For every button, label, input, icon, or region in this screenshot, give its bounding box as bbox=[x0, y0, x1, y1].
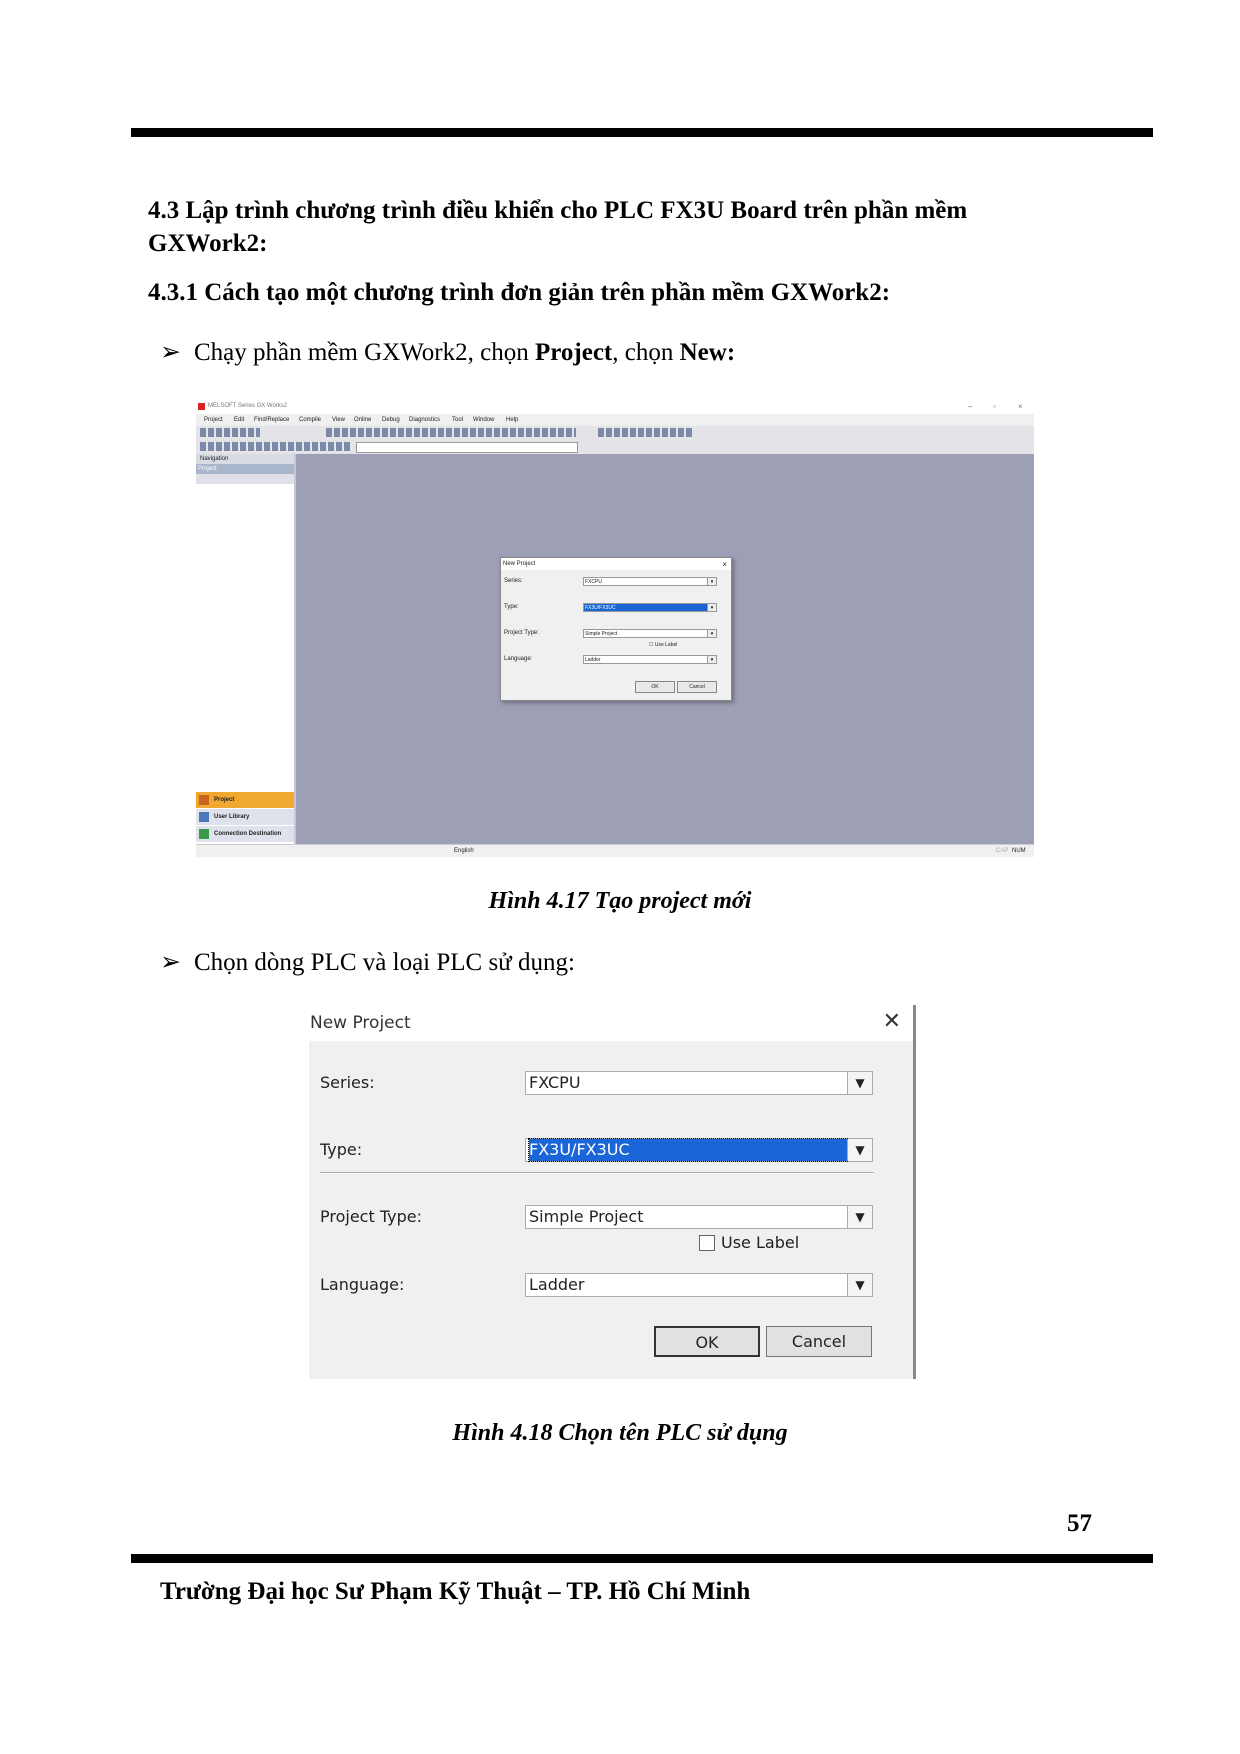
mini-dropdown-icon: ▾ bbox=[707, 630, 716, 637]
use-label-text: Use Label bbox=[721, 1233, 800, 1252]
section-heading-line1: 4.3 Lập trình chương trình điều khiển cho PLC FX3U Board trên phần mềm bbox=[148, 197, 968, 224]
connection-icon bbox=[199, 829, 209, 839]
bullet-1-text: Chạy phần mềm GXWork2, chọn bbox=[194, 339, 535, 366]
nav-item-user-library[interactable]: User Library bbox=[196, 809, 294, 825]
mini-ok-button[interactable]: OK bbox=[635, 681, 675, 693]
divider bbox=[320, 1172, 874, 1174]
page-number: 57 bbox=[1067, 1510, 1092, 1537]
menu-compile[interactable]: Compile bbox=[299, 417, 322, 423]
project-type-select[interactable] bbox=[525, 1205, 873, 1229]
top-rule bbox=[131, 128, 1153, 137]
mini-language-label: Language: bbox=[504, 656, 533, 662]
navigation-project-tab[interactable]: Project bbox=[196, 464, 294, 474]
type-value: FX3U/FX3UC bbox=[529, 1139, 847, 1161]
toolbar-combo[interactable] bbox=[356, 442, 578, 453]
status-caps: CAP bbox=[996, 848, 1009, 854]
mini-project-type-select[interactable]: Simple Project ▾ bbox=[583, 629, 717, 638]
standard-toolbar bbox=[196, 426, 1034, 441]
menu-online[interactable]: Online bbox=[354, 417, 372, 423]
menu-debug[interactable]: Debug bbox=[382, 417, 400, 423]
bullet-2-text: Chọn dòng PLC và loại PLC sử dụng: bbox=[194, 949, 575, 976]
mini-cancel-button[interactable]: Cancel bbox=[677, 681, 717, 693]
status-num: NUM bbox=[1012, 848, 1026, 854]
bullet-2 bbox=[160, 948, 575, 978]
cancel-button[interactable]: Cancel bbox=[766, 1326, 872, 1357]
mini-type-label: Type: bbox=[504, 604, 519, 610]
melsoft-logo-icon bbox=[198, 403, 205, 410]
close-icon[interactable]: × bbox=[1018, 402, 1023, 411]
status-bar bbox=[196, 844, 1034, 857]
mini-close-icon[interactable]: × bbox=[722, 560, 727, 569]
mini-dropdown-icon: ▾ bbox=[707, 578, 716, 585]
bullet-1-middle: , chọn bbox=[612, 339, 680, 366]
language-select[interactable] bbox=[525, 1273, 873, 1297]
mini-dropdown-icon: ▾ bbox=[707, 604, 716, 611]
series-label: Series: bbox=[320, 1073, 375, 1092]
dialog-titlebar bbox=[309, 1005, 913, 1041]
navigation-header: Navigation bbox=[196, 454, 294, 464]
bottom-rule bbox=[131, 1554, 1153, 1563]
mini-series-label: Series: bbox=[504, 578, 523, 584]
toolbar-icons-extra[interactable] bbox=[598, 428, 694, 437]
project-icon bbox=[199, 795, 209, 805]
menu-edit[interactable]: Edit bbox=[234, 417, 245, 423]
mini-dialog-title: New Project × bbox=[501, 558, 731, 570]
close-icon[interactable]: ✕ bbox=[882, 1009, 901, 1034]
chevron-down-icon[interactable]: ▼ bbox=[847, 1274, 872, 1296]
mini-use-label-checkbox[interactable]: ☐ Use Label bbox=[649, 642, 678, 648]
language-value: Ladder bbox=[529, 1275, 585, 1294]
menu-window[interactable]: Window bbox=[473, 417, 495, 423]
menu-bar bbox=[196, 414, 1034, 426]
new-project-dialog-small bbox=[500, 557, 732, 701]
toolbar-icons-2[interactable] bbox=[200, 442, 350, 451]
series-value: FXCPU bbox=[529, 1073, 581, 1092]
library-icon bbox=[199, 812, 209, 822]
series-select[interactable] bbox=[525, 1071, 873, 1095]
mini-project-type-label: Project Type: bbox=[504, 630, 539, 636]
type-select[interactable] bbox=[525, 1138, 873, 1162]
gxworks2-window-screenshot bbox=[196, 400, 1034, 856]
bullet-1-bold-new: New: bbox=[679, 339, 736, 366]
bullet-1-bold-project: Project bbox=[534, 339, 613, 366]
section-heading bbox=[148, 194, 967, 260]
toolbar-icons[interactable] bbox=[200, 428, 260, 437]
figure-caption-2: Hình 4.18 Chọn tên PLC sử dụng bbox=[452, 1420, 788, 1446]
status-language: English bbox=[454, 848, 474, 854]
page-footer: Trường Đại học Sư Phạm Kỹ Thuật – TP. Hồ Chí Minh bbox=[160, 1578, 751, 1605]
nav-item-project[interactable]: Project bbox=[196, 792, 294, 808]
navigation-toolbar[interactable] bbox=[196, 474, 294, 484]
arrow-bullet-icon: ➢ bbox=[160, 339, 181, 366]
language-label: Language: bbox=[320, 1275, 405, 1294]
menu-find-replace[interactable]: Find/Replace bbox=[254, 417, 290, 423]
mini-language-select[interactable]: Ladder ▾ bbox=[583, 655, 717, 664]
figure-caption-1: Hình 4.17 Tạo project mới bbox=[488, 888, 752, 914]
ok-button[interactable]: OK bbox=[654, 1326, 760, 1357]
toolbar-icons-edit[interactable] bbox=[326, 428, 576, 437]
chevron-down-icon[interactable]: ▼ bbox=[847, 1072, 872, 1094]
new-project-dialog bbox=[309, 1005, 916, 1379]
menu-help[interactable]: Help bbox=[506, 417, 519, 423]
arrow-bullet-icon: ➢ bbox=[160, 949, 181, 976]
menu-diagnostics[interactable]: Diagnostics bbox=[409, 417, 441, 423]
use-label-checkbox[interactable] bbox=[699, 1235, 715, 1251]
minimize-icon[interactable]: – bbox=[968, 402, 973, 411]
bullet-1 bbox=[160, 338, 735, 368]
chevron-down-icon[interactable]: ▼ bbox=[847, 1139, 872, 1161]
subsection-heading: 4.3.1 Cách tạo một chương trình đơn giản trên phần mềm GXWork2: bbox=[148, 279, 891, 306]
nav-item-connection-destination[interactable]: Connection Destination bbox=[196, 826, 294, 842]
project-type-value: Simple Project bbox=[529, 1207, 644, 1226]
project-type-label: Project Type: bbox=[320, 1207, 422, 1226]
maximize-icon[interactable]: ▫ bbox=[993, 402, 996, 411]
navigation-pane bbox=[196, 454, 296, 844]
window-title: MELSOFT Series GX Works2 bbox=[208, 403, 288, 409]
section-heading-line2: GXWork2: bbox=[148, 230, 268, 257]
menu-project[interactable]: Project bbox=[204, 417, 223, 423]
mini-type-select[interactable]: FX3U/FX3UC ▾ bbox=[583, 603, 717, 612]
mini-series-select[interactable]: FXCPU ▾ bbox=[583, 577, 717, 586]
menu-tool[interactable]: Tool bbox=[452, 417, 464, 423]
dialog-title: New Project bbox=[310, 1013, 411, 1033]
type-label: Type: bbox=[320, 1140, 363, 1159]
menu-view[interactable]: View bbox=[332, 417, 345, 423]
window-titlebar bbox=[196, 400, 1034, 414]
secondary-toolbar bbox=[196, 440, 1034, 454]
chevron-down-icon[interactable]: ▼ bbox=[847, 1206, 872, 1228]
mini-dropdown-icon: ▾ bbox=[707, 656, 716, 663]
